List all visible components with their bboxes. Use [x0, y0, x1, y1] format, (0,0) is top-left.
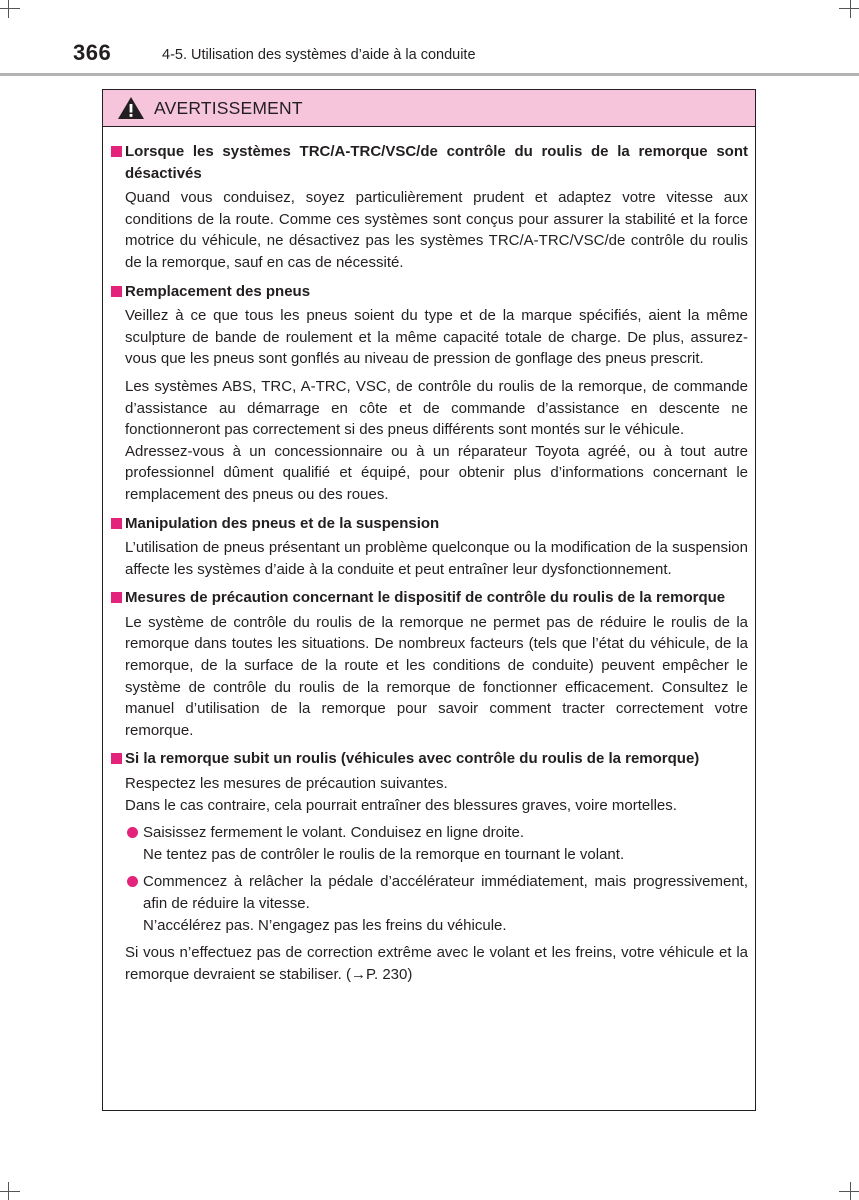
crop-mark [839, 1191, 859, 1192]
round-bullet-icon [127, 876, 138, 887]
bullet-line: Ne tentez pas de contrôler le roulis de la remorque en tournant le volant. [143, 845, 625, 863]
item-heading-text: Remplacement des pneus [125, 282, 311, 300]
item-heading [109, 141, 748, 184]
item-heading [109, 587, 748, 609]
warning-title: AVERTISSEMENT [154, 97, 303, 118]
item-heading-text: Lorsque les systèmes TRC/A-TRC/VSC/de contrôle du roulis de la remorque sont désactivés [125, 143, 748, 182]
warning-item [109, 281, 748, 506]
warning-item [109, 141, 748, 274]
closing-paragraph: Si vous n’effectuez pas de correction extrême avec le volant et les freins, votre véhicule et la remorque devraient se stabiliser. (→P. 230) [125, 944, 748, 983]
crop-mark [8, 0, 9, 18]
item-heading [109, 748, 748, 770]
item-paragraph: Quand vous conduisez, soyez particulièrement prudent et adaptez votre vitesse aux conditions de la route. Comme ces systèmes sont conçus pour assurer la stabilité et la force motrice du véhicule, ne désactivez pas les systèmes TRC/A-TRC/VSC/de contrôle du roulis de la remorque, sauf en cas de nécessité. [125, 189, 748, 271]
warning-item [109, 748, 748, 985]
item-paragraph: Les systèmes ABS, TRC, A-TRC, VSC, de contrôle du roulis de la remorque, de commande d’assistance au démarrage en côte et de commande d’assistance en descente ne fonctionneront pas correctement si des pneus différents sont montés sur le véhicule. [125, 377, 748, 439]
bullet-line: Saisissez fermement le volant. Conduisez en ligne droite. [143, 824, 525, 842]
crop-mark [850, 1182, 851, 1200]
list-item [109, 871, 748, 936]
item-paragraph: Le système de contrôle du roulis de la remorque ne permet pas de réduire le roulis de la remorque dans toutes les situations. De nombreux facteurs (tels que l’état du véhicule, de la remorque, de la surface de la route et les conditions de conduite) peuvent empêcher le système de contrôle du roulis de la remorque de fonctionner efficacement. Consultez le manuel d’utilisation de la remorque pour savoir comment tracter correctement votre remorque. [125, 613, 748, 739]
item-paragraph: Respectez les mesures de précaution suivantes. [125, 775, 448, 793]
list-item [109, 822, 748, 865]
item-paragraph: Veillez à ce que tous les pneus soient du type et de la marque spécifiés, aient la même sculpture de bande de roulement et la même capacité totale de charge. De plus, assurez-vous que les pneus sont gonflés au niveau de pression de gonflage des pneus prescrit. [125, 307, 748, 368]
item-paragraph: L’utilisation de pneus présentant un problème quelconque ou la modification de la suspension affecte les systèmes d’aide à la conduite et peut entraîner leur dysfonctionnement. [125, 539, 748, 578]
page-header [0, 40, 859, 76]
crop-mark [839, 8, 859, 9]
warning-item [109, 587, 748, 741]
square-bullet-icon [111, 286, 122, 297]
section-title: 4-5. Utilisation des systèmes d’aide à la conduite [162, 47, 476, 63]
crop-mark [0, 1191, 20, 1192]
crop-mark [0, 8, 20, 9]
warning-body [103, 127, 755, 985]
item-heading-text: Si la remorque subit un roulis (véhicules avec contrôle du roulis de la remorque) [125, 750, 700, 768]
warning-triangle-icon [117, 96, 145, 120]
warning-header [103, 90, 755, 127]
warning-box [102, 89, 756, 1111]
crop-mark [850, 0, 851, 18]
item-paragraph: Adressez-vous à un concessionnaire ou à un réparateur Toyota agréé, ou à tout autre professionnel dûment qualifié et équipé, pour obtenir plus d’informations concernant le remplacement des pneus ou des roues. [125, 442, 748, 503]
item-heading-text: Mesures de précaution concernant le dispositif de contrôle du roulis de la remorque [125, 589, 726, 607]
item-heading [109, 281, 748, 303]
header-divider [0, 73, 859, 76]
item-paragraph: Dans le cas contraire, cela pourrait entraîner des blessures graves, voire mortelles. [125, 796, 677, 814]
page-number: 366 [73, 40, 112, 65]
item-heading [109, 513, 748, 535]
warning-item [109, 513, 748, 581]
square-bullet-icon [111, 146, 122, 157]
item-heading-text: Manipulation des pneus et de la suspension [125, 514, 440, 532]
square-bullet-icon [111, 518, 122, 529]
round-bullet-icon [127, 827, 138, 838]
bullet-line: Commencez à relâcher la pédale d’accélérateur immédiatement, mais progressivement, afin de réduire la vitesse. [143, 873, 748, 912]
square-bullet-icon [111, 753, 122, 764]
square-bullet-icon [111, 592, 122, 603]
bullet-line: N’accélérez pas. N’engagez pas les freins du véhicule. [143, 916, 507, 934]
crop-mark [8, 1182, 9, 1200]
